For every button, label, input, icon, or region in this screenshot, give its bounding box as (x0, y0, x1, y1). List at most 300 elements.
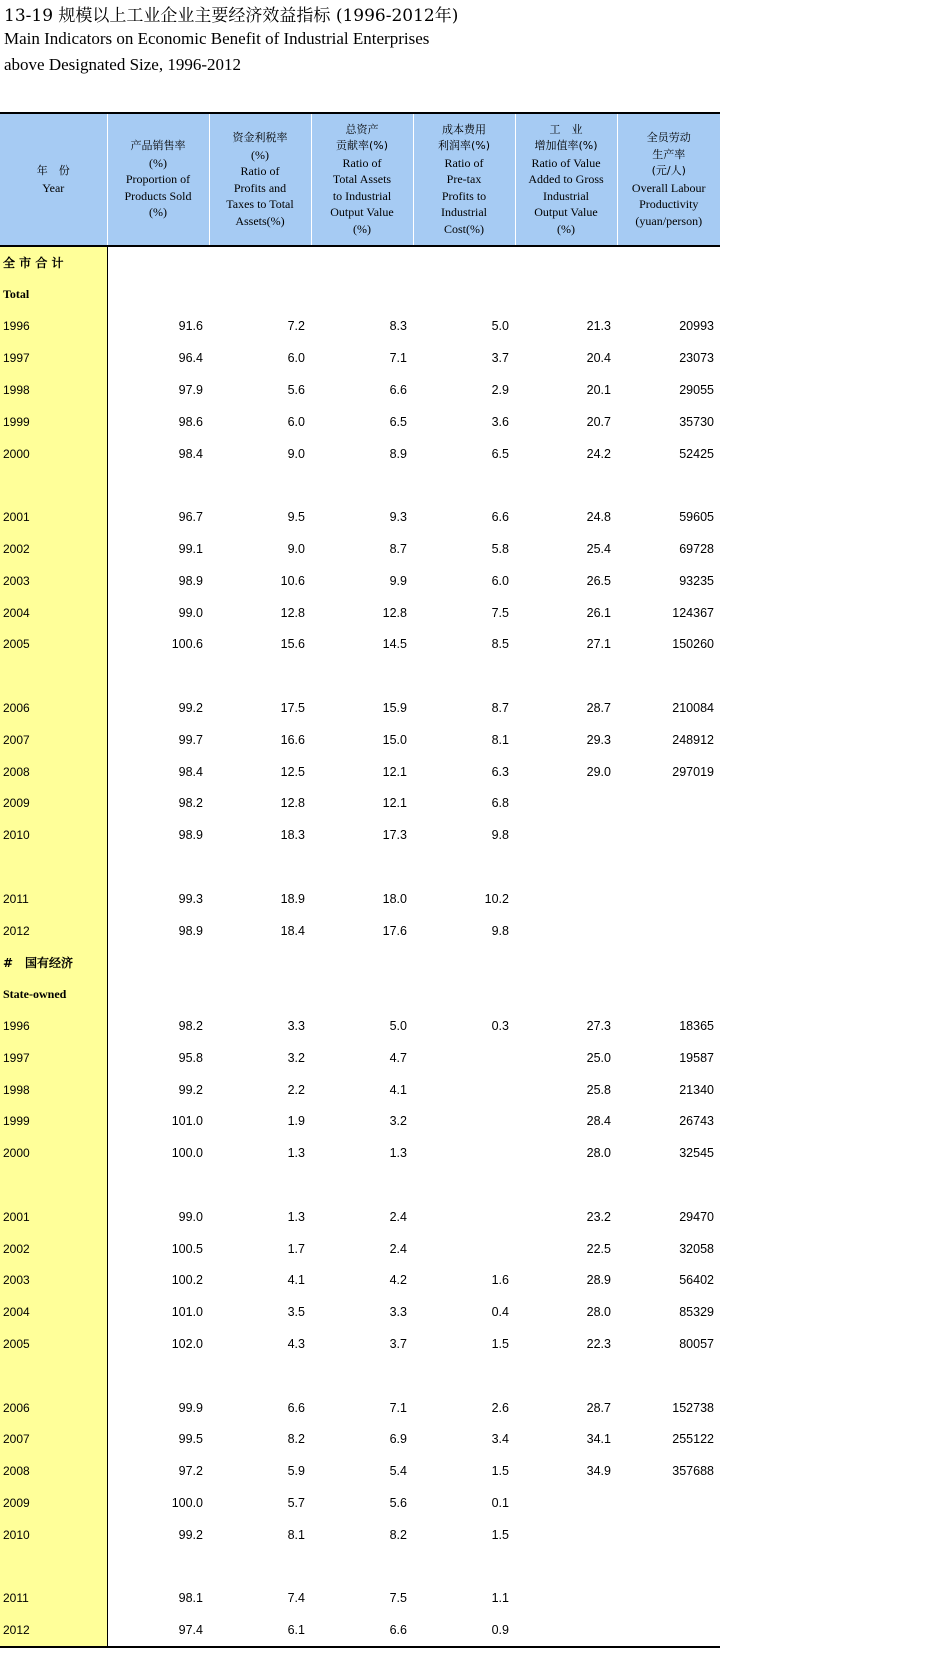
cell-cost-profit-rate: 2.6 (491, 1400, 509, 1415)
cell-asset-contribution: 15.9 (382, 701, 407, 716)
cell-asset-contribution: 5.6 (389, 1495, 407, 1510)
table-row (0, 342, 720, 374)
section-row (0, 279, 720, 311)
header-line: to Industrial (332, 188, 392, 203)
header-line: Ratio of (240, 164, 280, 178)
table-row (0, 1296, 720, 1328)
empty-cell (107, 279, 209, 311)
cell-value-added-rate: 34.1 (586, 1432, 611, 1447)
table-row (0, 1042, 720, 1074)
header-line: 总资产 (345, 122, 379, 136)
cell-sales-rate: 99.2 (178, 1082, 203, 1097)
cell-year: 2009 (0, 788, 107, 820)
cell-asset-contribution: 2.4 (389, 1209, 407, 1224)
header-line: 工 业 (549, 122, 583, 136)
cell-year: 2003 (0, 565, 107, 597)
header-line: Assets(%) (235, 213, 285, 228)
cell-asset-contribution: 2.4 (389, 1241, 407, 1256)
cell-sales-rate: 101.0 (171, 1114, 203, 1129)
empty-cell (311, 1169, 413, 1201)
header-line: Taxes to Total (226, 197, 294, 211)
cell-profit-tax-rate: 5.9 (287, 1464, 305, 1479)
cell-year: 1997 (0, 342, 107, 374)
cell-asset-contribution: 9.9 (389, 573, 407, 588)
cell-profit-tax-rate: 1.3 (287, 1146, 305, 1161)
cell-sales-rate: 95.8 (178, 1050, 203, 1065)
table-title-english-line1: Main Indicators on Economic Benefit of Industrial Enterprises (4, 29, 430, 48)
column-header-profit-tax-rate (209, 113, 311, 246)
cell-profit-tax-rate: 6.0 (287, 351, 305, 366)
cell-year: 2010 (0, 1519, 107, 1551)
section-label: 全 市 合 计 (0, 246, 107, 279)
header-line: 生产率 (652, 147, 686, 161)
header-line: Added to Gross (528, 172, 604, 187)
cell-profit-tax-rate: 18.3 (280, 828, 305, 843)
empty-cell (311, 660, 413, 692)
cell-year: 1997 (0, 1042, 107, 1074)
table-row (0, 1106, 720, 1138)
cell-sales-rate: 96.7 (178, 510, 203, 525)
table-row (0, 1423, 720, 1455)
cell-value-added-rate (515, 1582, 617, 1614)
cell-labour-productivity: 248912 (672, 732, 714, 747)
cell-labour-productivity: 32058 (679, 1241, 714, 1256)
cell-year: 1996 (0, 1010, 107, 1042)
header-line: Cost(%) (444, 221, 484, 236)
cell-year: 2012 (0, 915, 107, 947)
cell-year: 1996 (0, 311, 107, 343)
empty-cell (311, 470, 413, 502)
spacer-row (0, 1360, 720, 1392)
cell-asset-contribution: 1.3 (389, 1146, 407, 1161)
empty-cell (413, 279, 515, 311)
cell-year: 2003 (0, 1265, 107, 1297)
cell-cost-profit-rate: 1.6 (491, 1273, 509, 1288)
empty-cell (617, 978, 720, 1010)
cell-sales-rate: 99.2 (178, 701, 203, 716)
cell-sales-rate: 96.4 (178, 351, 203, 366)
indicators-table (0, 112, 720, 1648)
cell-cost-profit-rate (413, 1201, 515, 1233)
cell-cost-profit-rate: 0.3 (491, 1019, 509, 1034)
empty-cell (617, 1169, 720, 1201)
cell-sales-rate: 102.0 (171, 1336, 203, 1351)
header-line: Output Value (534, 205, 598, 220)
cell-sales-rate: 99.1 (178, 542, 203, 557)
cell-value-added-rate: 26.1 (586, 605, 611, 620)
cell-year: 2001 (0, 501, 107, 533)
empty-cell (413, 246, 515, 279)
cell-value-added-rate: 26.5 (586, 573, 611, 588)
cell-labour-productivity: 32545 (679, 1146, 714, 1161)
empty-cell (0, 1551, 107, 1583)
cell-year: 2000 (0, 438, 107, 470)
cell-labour-productivity: 152738 (672, 1400, 714, 1415)
cell-labour-productivity: 93235 (679, 573, 714, 588)
table-row (0, 406, 720, 438)
table-row (0, 1265, 720, 1297)
cell-asset-contribution: 14.5 (382, 637, 407, 652)
cell-sales-rate: 100.0 (171, 1146, 203, 1161)
cell-sales-rate: 99.0 (178, 1209, 203, 1224)
cell-asset-contribution: 6.5 (389, 414, 407, 429)
empty-cell (107, 1551, 209, 1583)
empty-cell (107, 1360, 209, 1392)
cell-cost-profit-rate: 6.5 (491, 446, 509, 461)
header-line: Productivity (639, 197, 699, 211)
column-header-value-added-rate (515, 113, 617, 246)
header-line: Products Sold (124, 188, 192, 203)
cell-asset-contribution: 18.0 (382, 891, 407, 906)
table-row (0, 1582, 720, 1614)
cell-asset-contribution: 12.1 (382, 764, 407, 779)
empty-cell (209, 660, 311, 692)
cell-sales-rate: 99.3 (178, 891, 203, 906)
cell-profit-tax-rate: 1.9 (287, 1114, 305, 1129)
cell-asset-contribution: 8.9 (389, 446, 407, 461)
cell-year: 2001 (0, 1201, 107, 1233)
cell-labour-productivity: 357688 (672, 1464, 714, 1479)
cell-value-added-rate: 20.4 (586, 351, 611, 366)
empty-cell (413, 851, 515, 883)
empty-cell (209, 279, 311, 311)
cell-asset-contribution: 4.1 (389, 1082, 407, 1097)
cell-profit-tax-rate: 6.0 (287, 414, 305, 429)
cell-value-added-rate: 28.9 (586, 1273, 611, 1288)
cell-sales-rate: 100.2 (171, 1273, 203, 1288)
cell-cost-profit-rate (413, 1074, 515, 1106)
cell-value-added-rate: 27.3 (586, 1019, 611, 1034)
cell-labour-productivity: 23073 (679, 351, 714, 366)
empty-cell (515, 470, 617, 502)
cell-year: 2005 (0, 629, 107, 661)
cell-value-added-rate: 23.2 (586, 1209, 611, 1224)
cell-labour-productivity: 19587 (679, 1050, 714, 1065)
cell-year: 2010 (0, 819, 107, 851)
cell-year: 2007 (0, 724, 107, 756)
cell-profit-tax-rate: 7.4 (287, 1591, 305, 1606)
table-title-english-line2: above Designated Size, 1996-2012 (4, 55, 241, 74)
cell-year: 2000 (0, 1137, 107, 1169)
section-label: State-owned (0, 978, 107, 1010)
cell-asset-contribution: 3.2 (389, 1114, 407, 1129)
cell-cost-profit-rate: 8.1 (491, 732, 509, 747)
spacer-row (0, 1169, 720, 1201)
empty-cell (617, 279, 720, 311)
cell-labour-productivity: 297019 (672, 764, 714, 779)
table-row (0, 1519, 720, 1551)
header-line: 成本费用 (442, 122, 486, 136)
header-line: Industrial (543, 188, 589, 203)
table-row (0, 883, 720, 915)
table-title-chinese: 13-19 规模以上工业企业主要经济效益指标 (1996-2012年) (4, 6, 459, 26)
header-line: Profits and (233, 180, 287, 195)
cell-profit-tax-rate: 3.3 (287, 1019, 305, 1034)
cell-asset-contribution: 8.2 (389, 1527, 407, 1542)
table-row (0, 1201, 720, 1233)
cell-labour-productivity: 69728 (679, 542, 714, 557)
cell-profit-tax-rate: 1.7 (287, 1241, 305, 1256)
table-row (0, 819, 720, 851)
cell-sales-rate: 98.2 (178, 796, 203, 811)
cell-sales-rate: 97.9 (178, 383, 203, 398)
table-row (0, 597, 720, 629)
empty-cell (515, 1169, 617, 1201)
cell-profit-tax-rate: 5.6 (287, 383, 305, 398)
cell-labour-productivity: 85329 (679, 1305, 714, 1320)
cell-value-added-rate (515, 1519, 617, 1551)
cell-cost-profit-rate: 6.6 (491, 510, 509, 525)
cell-sales-rate: 100.6 (171, 637, 203, 652)
cell-labour-productivity: 26743 (679, 1114, 714, 1129)
header-line: Ratio of Value (531, 155, 601, 170)
table-row (0, 692, 720, 724)
empty-cell (311, 1360, 413, 1392)
cell-cost-profit-rate: 8.7 (491, 701, 509, 716)
cell-labour-productivity (617, 915, 720, 947)
cell-sales-rate: 100.5 (171, 1241, 203, 1256)
cell-labour-productivity: 18365 (679, 1019, 714, 1034)
table-row (0, 1392, 720, 1424)
cell-value-added-rate (515, 883, 617, 915)
cell-value-added-rate: 24.8 (586, 510, 611, 525)
cell-cost-profit-rate: 3.7 (491, 351, 509, 366)
cell-profit-tax-rate: 4.1 (287, 1273, 305, 1288)
cell-labour-productivity: 20993 (679, 319, 714, 334)
cell-labour-productivity (617, 819, 720, 851)
empty-cell (617, 947, 720, 979)
cell-profit-tax-rate: 12.8 (280, 605, 305, 620)
cell-profit-tax-rate: 5.7 (287, 1495, 305, 1510)
empty-cell (0, 851, 107, 883)
cell-cost-profit-rate: 6.0 (491, 573, 509, 588)
cell-sales-rate: 98.4 (178, 764, 203, 779)
cell-year: 2011 (0, 1582, 107, 1614)
cell-cost-profit-rate: 7.5 (491, 605, 509, 620)
cell-labour-productivity: 21340 (679, 1082, 714, 1097)
cell-profit-tax-rate: 18.9 (280, 891, 305, 906)
cell-labour-productivity (617, 1614, 720, 1647)
cell-labour-productivity (617, 1519, 720, 1551)
header-line: Proportion of (125, 172, 191, 187)
cell-year: 1998 (0, 1074, 107, 1106)
empty-cell (209, 1169, 311, 1201)
cell-value-added-rate: 24.2 (586, 446, 611, 461)
cell-cost-profit-rate (413, 1137, 515, 1169)
cell-year: 2008 (0, 756, 107, 788)
cell-cost-profit-rate: 1.5 (491, 1527, 509, 1542)
cell-asset-contribution: 6.6 (389, 383, 407, 398)
empty-cell (413, 660, 515, 692)
header-line: Profits to (441, 188, 487, 203)
table-title-block (4, 6, 458, 78)
cell-sales-rate: 100.0 (171, 1495, 203, 1510)
header-line: Ratio of (342, 155, 382, 170)
cell-labour-productivity: 29470 (679, 1209, 714, 1224)
cell-value-added-rate: 29.3 (586, 732, 611, 747)
table-row (0, 1010, 720, 1042)
empty-cell (413, 1360, 515, 1392)
empty-cell (107, 246, 209, 279)
empty-cell (311, 246, 413, 279)
table-row (0, 1233, 720, 1265)
empty-cell (515, 851, 617, 883)
cell-profit-tax-rate: 15.6 (280, 637, 305, 652)
cell-labour-productivity: 59605 (679, 510, 714, 525)
cell-labour-productivity: 210084 (672, 701, 714, 716)
cell-asset-contribution: 5.4 (389, 1464, 407, 1479)
table-row (0, 724, 720, 756)
empty-cell (515, 947, 617, 979)
empty-cell (413, 947, 515, 979)
cell-value-added-rate: 22.5 (586, 1241, 611, 1256)
spacer-row (0, 1551, 720, 1583)
table-row (0, 629, 720, 661)
table-row (0, 438, 720, 470)
cell-profit-tax-rate: 17.5 (280, 701, 305, 716)
cell-cost-profit-rate: 10.2 (484, 891, 509, 906)
cell-year: 2004 (0, 597, 107, 629)
cell-asset-contribution: 3.7 (389, 1336, 407, 1351)
cell-cost-profit-rate: 0.4 (491, 1305, 509, 1320)
cell-value-added-rate: 25.4 (586, 542, 611, 557)
column-header-sales-rate (107, 113, 209, 246)
cell-sales-rate: 98.9 (178, 573, 203, 588)
cell-value-added-rate: 22.3 (586, 1336, 611, 1351)
table-row (0, 1137, 720, 1169)
cell-sales-rate: 98.4 (178, 446, 203, 461)
empty-cell (617, 246, 720, 279)
cell-asset-contribution: 12.1 (382, 796, 407, 811)
empty-cell (515, 1551, 617, 1583)
section-row (0, 246, 720, 279)
cell-profit-tax-rate: 9.5 (287, 510, 305, 525)
empty-cell (107, 947, 209, 979)
cell-sales-rate: 98.9 (178, 923, 203, 938)
header-line: Industrial (441, 205, 487, 220)
header-line: 贡献率(%) (335, 139, 389, 153)
section-row (0, 947, 720, 979)
cell-value-added-rate: 28.7 (586, 1400, 611, 1415)
header-line: (%) (149, 155, 167, 170)
empty-cell (311, 851, 413, 883)
header-line: Total Assets (332, 172, 392, 187)
cell-value-added-rate: 28.0 (586, 1305, 611, 1320)
cell-value-added-rate: 25.8 (586, 1082, 611, 1097)
cell-value-added-rate (515, 1614, 617, 1647)
table-row (0, 565, 720, 597)
cell-cost-profit-rate: 9.8 (491, 923, 509, 938)
cell-asset-contribution: 7.5 (389, 1591, 407, 1606)
cell-profit-tax-rate: 12.5 (280, 764, 305, 779)
cell-asset-contribution: 17.3 (382, 828, 407, 843)
cell-sales-rate: 97.4 (107, 1614, 209, 1647)
column-header-cost-profit-rate (413, 113, 515, 246)
cell-sales-rate: 98.2 (178, 1019, 203, 1034)
cell-value-added-rate: 34.9 (586, 1464, 611, 1479)
cell-year: 2005 (0, 1328, 107, 1360)
cell-asset-contribution: 15.0 (382, 732, 407, 747)
column-header-year (0, 113, 107, 246)
cell-profit-tax-rate: 3.2 (287, 1050, 305, 1065)
cell-asset-contribution: 12.8 (382, 605, 407, 620)
cell-sales-rate: 99.0 (178, 605, 203, 620)
cell-cost-profit-rate: 3.4 (491, 1432, 509, 1447)
empty-cell (107, 978, 209, 1010)
cell-year: 1998 (0, 374, 107, 406)
empty-cell (515, 978, 617, 1010)
table-body (0, 246, 720, 1647)
cell-value-added-rate: 28.4 (586, 1114, 611, 1129)
empty-cell (209, 1360, 311, 1392)
cell-cost-profit-rate: 2.9 (491, 383, 509, 398)
column-header-labour-productivity (617, 113, 720, 246)
cell-cost-profit-rate: 3.6 (491, 414, 509, 429)
header-line: Ratio of (444, 155, 484, 170)
header-row (0, 113, 720, 246)
table-row (0, 533, 720, 565)
header-line: Pre-tax (446, 172, 482, 187)
cell-labour-productivity (617, 1582, 720, 1614)
cell-profit-tax-rate: 8.2 (287, 1432, 305, 1447)
empty-cell (413, 1551, 515, 1583)
cell-labour-productivity: 35730 (679, 414, 714, 429)
cell-cost-profit-rate: 0.9 (413, 1614, 515, 1647)
cell-cost-profit-rate: 6.8 (491, 796, 509, 811)
cell-asset-contribution: 5.0 (389, 1019, 407, 1034)
header-line: Overall Labour (631, 180, 706, 195)
empty-cell (107, 851, 209, 883)
table-row (0, 311, 720, 343)
empty-cell (0, 1169, 107, 1201)
cell-year: 2009 (0, 1487, 107, 1519)
cell-value-added-rate (515, 915, 617, 947)
empty-cell (0, 1360, 107, 1392)
empty-cell (617, 470, 720, 502)
empty-cell (413, 1169, 515, 1201)
cell-value-added-rate (515, 819, 617, 851)
cell-profit-tax-rate: 7.2 (287, 319, 305, 334)
cell-labour-productivity: 80057 (679, 1336, 714, 1351)
empty-cell (209, 1551, 311, 1583)
cell-profit-tax-rate: 6.6 (287, 1400, 305, 1415)
cell-asset-contribution: 3.3 (389, 1305, 407, 1320)
empty-cell (0, 660, 107, 692)
header-line: 年 份 (36, 164, 70, 177)
cell-cost-profit-rate: 9.8 (491, 828, 509, 843)
cell-cost-profit-rate: 1.5 (491, 1464, 509, 1479)
table-row (0, 501, 720, 533)
empty-cell (515, 1360, 617, 1392)
header-line: 增加值率(%) (534, 139, 598, 153)
cell-labour-productivity (617, 788, 720, 820)
cell-asset-contribution: 7.1 (389, 351, 407, 366)
cell-year: 2004 (0, 1296, 107, 1328)
empty-cell (413, 470, 515, 502)
cell-asset-contribution: 4.7 (389, 1050, 407, 1065)
cell-asset-contribution: 17.6 (382, 923, 407, 938)
header-line: (%) (251, 147, 269, 162)
empty-cell (311, 1551, 413, 1583)
cell-year: 2011 (0, 883, 107, 915)
cell-sales-rate: 99.9 (178, 1400, 203, 1415)
column-header-asset-contribution (311, 113, 413, 246)
cell-profit-tax-rate: 1.3 (287, 1209, 305, 1224)
cell-asset-contribution: 4.2 (389, 1273, 407, 1288)
cell-sales-rate: 98.1 (178, 1591, 203, 1606)
cell-profit-tax-rate: 10.6 (280, 573, 305, 588)
cell-cost-profit-rate: 5.8 (491, 542, 509, 557)
